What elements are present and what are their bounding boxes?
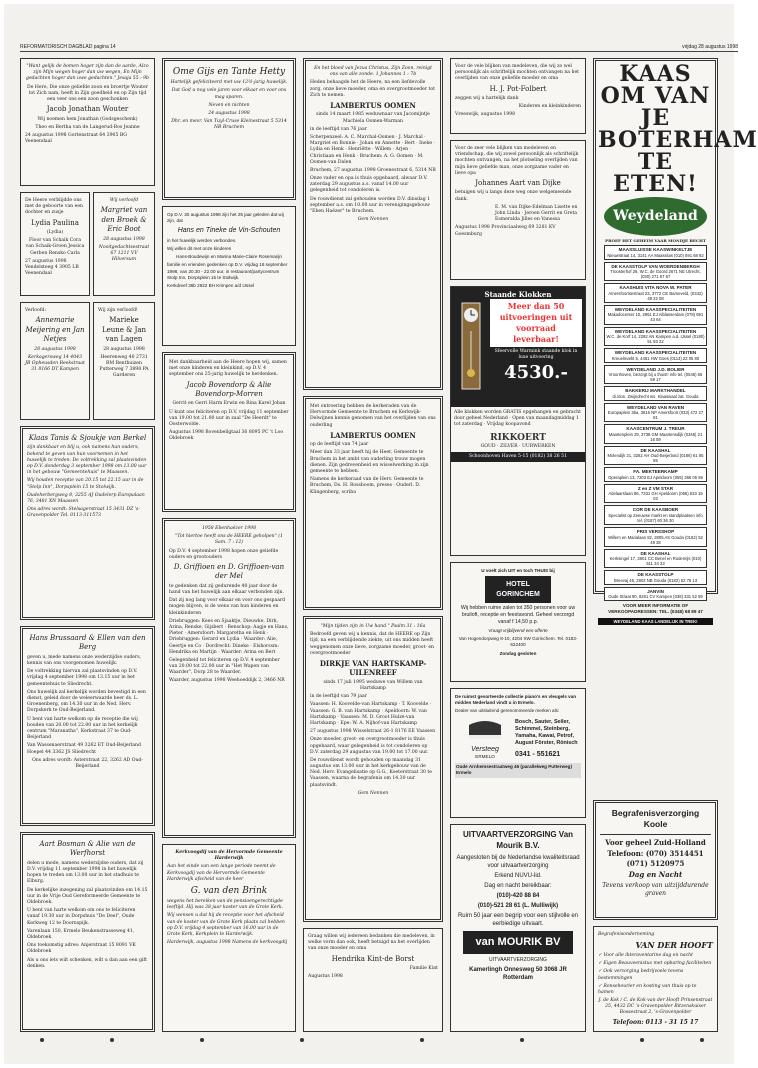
- ad-text: Hartelijk gefeliciteerd met uw 12½-jarig huwelijk.: [170, 80, 288, 86]
- ad-text: Wij houden receptie van 20.15 tot 22.15 uur in de "Stelp Inn", Dorpsplein 15 te Stolwijk.: [27, 478, 144, 490]
- ad-text: Onze moeder, groot- en overgrootmoeder is thuis opgebaard, waar gelegenheid is tot condoleren op D.V. zaterdag 29 augustus van 19.00 tot 17.00 uur.: [310, 737, 429, 755]
- rikkoert-logo: RIKKOERT: [490, 432, 546, 443]
- cheese-footer: VOOR MEER INFORMATIE OF VERKOOPADRESSEN: TEL. (0348) 68 89 47: [608, 603, 703, 615]
- wedding-ad-klaas-sjoukje: [20, 426, 155, 620]
- ad-date: Augustus 1998 Provinciaalweg 69 3281 KV Goesmburg: [455, 225, 556, 237]
- ad-addr: Oudeherbergweg 8, 3255 AJ Oudelerp Europalaan 76, 3481 XN Maassen: [27, 492, 145, 504]
- shop-item: [604, 327, 707, 347]
- ad-close: Als u ons iets wilt schenken, wilt u dan aan een gift denken.: [27, 957, 147, 969]
- registration-mark: [700, 1038, 704, 1042]
- shop-item: [604, 587, 707, 602]
- ad-addr: Dhr. en mevr. Van Tuyl-Cruse Kleinestraat 5 5314 NB Bruchem: [171, 119, 287, 131]
- shop-address: Makadocenter 10, 2951 EJ Alblasserdam (078) 691 43 64: [607, 312, 704, 323]
- ad-text: Dat God u nog vele jaren voor elkaar en voor ons mag sparen.: [171, 88, 287, 100]
- ad-text: geven u, mede namens onze wederzijdse ouders, kennis van ons voorgenomen huwelijk.: [27, 654, 142, 667]
- rikkoert-addr: Schoonhoven Haven 5-15 (0182) 38 26 51: [451, 452, 585, 462]
- hooft-name: VAN DER HOOFT: [635, 940, 713, 951]
- ad-names: Klaas Tanis & Sjoukje van Berkel: [28, 434, 147, 442]
- ad-sign: Gem Nennen: [357, 217, 389, 223]
- ad-names: Ome Gijs en Tante Hetty: [172, 67, 286, 77]
- ad-after: Ons toekomstig adres: Anjerstraat 15 8091 VK Oldebroek: [27, 943, 136, 955]
- shop-item: [604, 365, 707, 385]
- shop-address: Oude Straat 90, 8261 CV Kampen (038) 331 52 59: [608, 594, 703, 600]
- ad-sign: Harderwijk, augustus 1998 Namens de kerkvoogdij: [167, 940, 288, 946]
- shop-item: [604, 262, 707, 282]
- piano-icon: [465, 717, 505, 743]
- van-mourik-ad: [450, 824, 586, 1032]
- mourik-text2: Erkend NUVU-lid.: [494, 872, 542, 879]
- ad-sub: Wij noemen hem Jonathan (Godsgeschenk): [37, 116, 138, 122]
- registration-mark: [200, 1038, 204, 1042]
- weydeland-logo: Weydeland: [604, 197, 707, 236]
- shop-item: [604, 403, 707, 423]
- thanks-ad-van-dijke: [450, 140, 586, 280]
- shop-address: Europaplein 36a, 3616 NP Amersfoort (033) 472 27 81: [607, 410, 704, 421]
- shop-address: Kerksingel 17, 2801 CC Benel en Rodenrijs (010) 511 34 33: [609, 556, 702, 567]
- birth-ad-lydia: [20, 192, 90, 296]
- hotel-text2: Vraagt vrijblijvend een offerte: [488, 628, 548, 634]
- ad-names: Hans en Tineke de Vin-Schouten: [177, 227, 281, 235]
- shop-item: [604, 570, 707, 585]
- ad-addr: Kerkagersweg 14 4043 JB Opheusden Beekstraat 31 8166 DT Kampen: [25, 354, 85, 373]
- obituary-hartskamp: [303, 616, 443, 922]
- ad-text: Aan het einde van een lange periode neemt de Kerkvoogdij van de Hervormde Gemeente Harderwijk afscheid van de heer: [167, 864, 276, 882]
- versteeg-brands: Bosch, Sauter, Seiler, Schimmel, Steinberg, Yamaha, Kawai, Petrof, August Förster, Rönisch: [515, 718, 578, 747]
- ad-age: in de leeftijd van 79 jaar: [310, 694, 367, 700]
- ad-name: Jacob Jonathan Wouter: [46, 105, 129, 114]
- ad-text: Onze vader en opa is thuis opgebaard, alwaar D.V. zaterdag 29 augustus a.s. vanaf 14.00 uur gelegenheid tot condoleren is.: [310, 176, 428, 194]
- shop-address: Specialist op Zeeuwse markt en standplaatsen info tel. (0187) 60 36 30: [608, 512, 703, 523]
- ad-addr: Varenlaan 150, Ermelo Beukenstrasseweg 41, Oldebroek: [27, 928, 135, 940]
- ad-sign: Kinderen en kleinkinderen: [518, 104, 581, 110]
- ad-name: Hendrika Kint-de Borst: [331, 954, 415, 963]
- registration-mark: [640, 1038, 644, 1042]
- shop-name: JANVIN: [647, 588, 664, 594]
- ad-verse: "Tot hiertoe heeft ons de HEERE geholpen" (1 Sam. 7 : 12): [175, 534, 283, 546]
- hooft-item-text: Ook verzorging bedrijvoele tevens bestemmingen: [598, 969, 684, 981]
- ad-text: De Heere verblijdde ons met de geboorte van een dochter en zusje: [25, 198, 84, 216]
- page-header-right: vrijdag 28 augustus 1998: [682, 44, 738, 50]
- ad-text: Gelegenheid tot feliciteren op D.V. 4 september van 20.00 tot 22.00 uur in "Het Wapen van Waarder", Dorp 28 te Waarder.: [169, 657, 280, 676]
- clock-list: Alle klokken worden GRATIS opgehangen en gebracht door geheel Nederland · Open van maandagmiddag 1 tot zaterdag · Vrijdag koopavond: [454, 410, 581, 428]
- shop-address: Vroonhoven, bezorgt bij u thuis!! info tel. (0546) 56 59 17: [608, 372, 703, 383]
- thanks-ad-kint: [303, 928, 443, 1032]
- ad-date: Bruchem, 27 augustus 1998 Groenestraat 6, 5314 NB: [310, 167, 436, 173]
- shop-name: KAASHUIS VITA NOVA W. PATER: [619, 285, 692, 291]
- ad-sign: Gem Nennen: [357, 790, 389, 796]
- ad-text: Dat zij nog lang voor elkaar en voor ons gespaard mogen blijven, is de wens van hun kinderen en kleinkinderen: [169, 598, 286, 616]
- ad-name: Lydia Paulina: [31, 218, 79, 227]
- anniversary-ad-de-vin: [162, 206, 296, 346]
- hotel-text: Wij hebben ruime zalen tot 350 personen voor uw bruiloft, receptie en feestavond. Geheel verzorgd vanaf f 14,50 p.p.: [460, 605, 576, 626]
- ad-after: Ons adres wordt: Stelsagerstraat 15 3431 DZ 's-Gravenpolder Tel. 0113-311573: [27, 507, 140, 519]
- ad-addr: Waarder, augustus 1998 Weehoeddijk 2, 3466 NR: [169, 678, 285, 684]
- hotel-logo: HOTEL GORINCHEM: [485, 576, 551, 603]
- mourik-text: Aangesloten bij de Nederlandse kwaliteitsraad voor uitvaartverzorging: [456, 854, 580, 869]
- clock-price: 4530.-: [504, 362, 568, 383]
- ad-text: De Here, Die onze geliefde zoon en broertje Wouter tot Zich nam, heeft in Zijn goedheid en op Zijn tijd een veer ons een zoon geschonken: [27, 84, 148, 102]
- koole-title: Begrafenisverzorging Koole: [611, 808, 700, 830]
- mourik-addr: Kamerlingh Onnesweg 50 3068 JR Rotterdam: [469, 966, 567, 982]
- ad-names: Marieke Leune & Jan van Lagen: [101, 316, 147, 344]
- hooft-item-text: Eigen Beauveenistus met opbaring faciliteiten: [603, 961, 712, 967]
- ad-date: Vreeswijk, augustus 1998: [455, 112, 516, 118]
- ad-name: H. J. Pot-Folbert: [489, 84, 547, 93]
- ad-after: Ons adres wordt: Asterstraat 22, 3262 AD Oud-Beijerland: [32, 757, 143, 769]
- engagement-ad-annemarie: [20, 302, 90, 420]
- registration-mark: [420, 1038, 424, 1042]
- hooft-addr: J. de Kok / C. de Kok-van der Hooft Prinsenstraat 25, 4432 DC 's-Gravenpolder Ritzenskuiser Bossestraat 2, 's-Gravenpolder: [598, 998, 713, 1016]
- koole-text: Tevens verkoop van uitzijddurende graven: [602, 881, 709, 897]
- weydeland-cheese-ad: [593, 58, 758, 624]
- ad-names: Hans Brussaard & Ellen van den Berg: [29, 634, 146, 652]
- ad-names: Aart Bosman & Alie van de Werfhorst: [39, 840, 136, 858]
- ad-text: Ons huwelijk zal kerkelijk worden bevestigd in een dienst, geleid door de weleerwaarde heer ds. L. Groenenberg, om 14.30 uur in de Ned. Herv. Dorpskerk te Oud-Beijerland.: [27, 689, 146, 714]
- shop-item: [604, 484, 707, 504]
- engagement-ad-margriet: [93, 192, 155, 296]
- shop-address: Troosterhof 26, W.C. de Goord 2671 NE Utrecht, (030) 271 67 57: [610, 269, 701, 280]
- hooft-list-item: [598, 969, 713, 981]
- ad-text: De rouwdienst zal gehouden worden D.V. dinsdag 1 september a.s. om 10.00 uur in verenigingsgebouw "Eben Haëzer" te Bruchem.: [310, 196, 431, 214]
- ad-sub: Theo en Bertha van de Langerud-Bos Jeanne: [35, 124, 140, 130]
- shop-name: MAASSLUISSE KAASWINKELTJE: [618, 247, 693, 253]
- hotel-title: U voelt zich UIT en toch THUIS bij: [481, 568, 555, 573]
- ad-name: LAMBERTUS OOMEN: [330, 100, 416, 110]
- hooft-list-item: [598, 961, 713, 967]
- shop-name: WEYDELAND KAASSPECIALITEITEN: [614, 328, 697, 334]
- shop-address: Nieuwstraat 14, 3141 AA Maassluis (010) 591 68 92: [607, 252, 704, 258]
- ad-addr: Heerenweg 40 2731 BM Benthuizen Putterweg 7 3898 PA Garderen: [99, 354, 149, 379]
- ad-date: 27 augustus 1998 Wisselstraat 26-1 8176 EE Vaassen: [310, 729, 436, 735]
- obituary-oomen: [303, 58, 443, 390]
- cheese-footer2: WEYDELAND KAAS LANDELIJK IN TREK!: [598, 618, 713, 626]
- ad-name: Johannes Aart van Dijke: [475, 178, 561, 187]
- shop-item: [604, 505, 707, 525]
- shop-name: WEYDELAND VAN RAVEN: [626, 404, 685, 410]
- ad-addr: Kerkdreef 36b 2922 BH Krimpen a/d IJssel: [167, 282, 255, 288]
- clock-text: Sfeervolle Warmink staande klok in luxe uitvoering: [494, 348, 578, 360]
- ad-text: De kerkelijke inzegening zal plaatsvinden om 14.15 uur in de Vrije Oud Gereformeerde Gemeente te Oldebroek.: [27, 887, 148, 905]
- shop-item: [604, 467, 707, 482]
- page-header-left: REFORMATORISCH DAGBLAD pagina 14: [20, 44, 116, 50]
- shop-item: [604, 527, 707, 547]
- ad-intro: Op D.V. 30 augustus 1998 zijn het 25 jaar geleden dat wij zijn, dat: [167, 212, 284, 224]
- ad-text: te gedenken dat zij gedurende 40 jaar door de hand van het huwelijk aan elkaar verbonden zijn.: [169, 583, 284, 595]
- versteeg-piano-ad: [450, 688, 586, 818]
- cheese-headline: KAAS OM VAN JE BOTERHAM TE ETEN!: [598, 61, 758, 197]
- van-der-hooft-ad: [593, 926, 718, 1032]
- ad-names: Annemarie Meijering en Jan Netjes: [25, 316, 85, 344]
- shop-name: KAASCENTRUM J. TREUR: [626, 426, 685, 432]
- ad-nick: (Lydia): [46, 230, 64, 235]
- versteeg-text: De ruimst gesorteerde collectie piano's en vleugels van midden Nederland vindt u in Ermelo.: [455, 694, 577, 706]
- versteeg-phone: 0341 - 551621: [515, 750, 561, 758]
- check-icon: ✓: [598, 969, 604, 975]
- weydeland-tagline: PROEF HET GEHEIM VAAR MONDJE BECHT: [605, 237, 706, 243]
- wedding-ad-hans-ellen: [20, 626, 155, 826]
- ad-text: U bent van harte welkom om ons te feliciteren vanaf 19.30 uur in Dorpshuis "De Deel", Oude Kerkweg 12 te Doornspijk.: [27, 908, 136, 926]
- ad-date: Augustus 1998: [308, 974, 343, 980]
- ad-date: 28 augustus 1998: [34, 346, 76, 352]
- obituary-oomen-church: [303, 396, 443, 610]
- shop-name: DE KAASSTOLP: [637, 572, 674, 578]
- ad-date: 24 augustus 1998: [208, 110, 250, 116]
- ad-sub: sinds 17 juli 1995 weduwe van Willem van Hartskamp: [323, 679, 423, 691]
- ad-years: 1958 Ebenhaëzer 1998: [201, 526, 257, 531]
- koole-sub: Voor geheel Zuid-Holland: [605, 837, 706, 847]
- ad-addr: Nooitgedachtsestraat 67 1211 VV Hilversum: [98, 244, 150, 263]
- ad-text: De rouwdienst wordt gehouden op maandag 31 augustus om 13.00 uur in het kerkgebouw van de Ned. Herv. Evangelisatie op G.G., Koeterstraat 30 te Vaassen, waarna de begrafenis om 14.30 uur plaatsvindt.: [310, 757, 432, 788]
- ad-date: 28 augustus 1998: [103, 236, 145, 242]
- ad-date: 27 augustus 1998 Vendelsteeg 4 3905 LB Veenendaal: [25, 258, 79, 277]
- hotel-addr: Van Hogendorpweg 8-10, 4204 XW Gorinchem. Tel. 0183-622400: [458, 636, 578, 648]
- wedding-ad-aart-alie: [20, 832, 155, 1032]
- ad-text: familie en vrienden gedenken op D.V. vrijdag 18 september 1998, van 20.30 - 22.00 uur, in restaurant/partycentrum Stolp Inn, Dorpsplein 15 te Stolwijk.: [167, 262, 288, 280]
- shop-address: Operaplein 13, 7203 EJ Apeldoorn (055) 366 05 59: [608, 474, 703, 480]
- hooft-list-item: [598, 984, 713, 996]
- shop-address: Willem en Marialaan 82, 2805 AS Gouda (0182) 52 49 28: [608, 534, 703, 545]
- ad-intro: Wij zijn verloofd!: [98, 308, 138, 313]
- rikkoert-sub: GOUD · ZILVER · UURWERKEN: [480, 443, 556, 449]
- ad-age: op de leeftijd van 74 jaar: [310, 442, 369, 448]
- ad-kids: Gerrit en Gerri Harm Erwin en Rina Karel Johan: [172, 401, 286, 407]
- ad-names: Margriet van den Broek & Eric Boot: [100, 206, 148, 234]
- ad-addr: Van Wassenaerstraat 49 3262 ET Oud-Beijerland Hoepel 44 3362 JS Sliedrecht: [27, 743, 141, 755]
- check-icon: ✓: [598, 952, 604, 958]
- ad-kids: Driebruggen: Kees en Sjaaktje, Dieuwke, Dirk, Arina, Renske, Gijsbert · Benschop: Aagje en Hans, Pieter · Amersfoort: Margaretha en Henk · Driebruggen: Gerard en Lydia · Waarder: Alie, Geertje en Co · Dordrecht: Dineke · Elshorssm: Hendrika en Martijn · Waarder: Arina en Bert: [169, 618, 289, 655]
- mourik-text4: Ruim 50 jaar een begrip voor een stijlvolle en eerbiedige uitvaart.: [457, 913, 579, 928]
- shop-address: Kreuelmarkt 5, 4461 HW Goes (0113) 22 05 80: [611, 355, 700, 361]
- ad-text: Graag willen wij iedereen bedanken die medeleven, in welke vorm dan ook, heeft betuigd na het overlijden van onze moeder en oma: [308, 934, 435, 952]
- shop-item: [604, 283, 707, 303]
- shop-item: [604, 348, 707, 363]
- ad-text: betuigen wij u langs deze weg onze welgemeende dank.: [455, 190, 572, 202]
- check-icon: ✓: [598, 961, 604, 967]
- shop-address: Molendijk 21, 3262 AH Oud-Beijerland (0186) 61 65 85: [607, 453, 704, 464]
- ad-family: Vaassen: H. Koovelde-van Hartskamp · T. Koovelde · Vaassen: G. B. van Hartskamp · Apeldoorn: W. van Hartskamp · Vaassen: M. D. Groot Hulze-van Hartskamp · Epe: W. A. Nijhof-van Hartskamp: [310, 702, 432, 726]
- hooft-item-text: Ronseheurier en kosting van thuis op te hamen: [598, 983, 697, 995]
- ad-family: E. M. van Dijke-Edelman Lisette en John Linda · Jeroen Gerrit en Greta Esmeralda Jilles en Vanessa: [495, 204, 578, 223]
- registration-mark: [40, 1038, 44, 1042]
- hooft-item-text: Voor alle ikteraventarine dag en nacht: [603, 952, 693, 958]
- mourik-text3: Dag en nacht bereikbaar:: [484, 882, 552, 889]
- shop-list: [598, 245, 713, 601]
- ad-age: in de leeftijd van 76 jaar: [310, 126, 367, 132]
- koole-funeral-ad: [593, 800, 718, 920]
- shop-name: WEYDELAND KAASSPECIALITEITEN: [614, 350, 697, 356]
- ad-name: DIRKJE VAN HARTSKAMP-UILENREEF: [319, 658, 427, 678]
- shop-name: DE KAASHAL: [640, 447, 671, 453]
- ad-text: Meer dan 33 jaar heeft hij de Heer, Gemeente te Bruchem in het ambt van ouderling trouw mogen dienen. Zijn gedrevenheid en wisselwerking in zijn gemeente te hebben.: [310, 450, 429, 474]
- shop-item: [604, 245, 707, 260]
- grandfather-clock-icon: [456, 301, 486, 391]
- ad-addr: Augustus 1998 Bovenbeligtaal 36 8095 PC 't Loo Oldebroek: [169, 430, 284, 442]
- ad-verse: "Want gelijk de bomen hoger zijn dan de aarde, Alzo zijn Mijn wegen hoger dan uw wegen, En Mijn gedachten hoger dan uwe gedachten." Jesaja 55 : 9b: [26, 64, 149, 82]
- ad-verse: "Mijn tijden zijn in Uw hand." Psalm 31 : 16a: [320, 624, 426, 629]
- shop-item: [604, 424, 707, 444]
- shop-address: Maartenplein 29, 3738 GM Maartensdijk (0346) 21 16 59: [608, 431, 703, 442]
- ad-kids: Hans-Boudewijn en Marina Marie-Claire Rosemarijn: [176, 254, 282, 260]
- hooft-list: [598, 953, 713, 996]
- check-icon: ✓: [598, 983, 604, 989]
- hotel-gorinchem-ad: [450, 562, 586, 682]
- thanks-ad-pot-folbert: [450, 58, 586, 134]
- ad-name: G. van den Brink: [190, 885, 268, 896]
- shop-name: FRIS VERSSHOP: [636, 529, 675, 535]
- ad-text: Met dankbaarheid aan de Heere hopen wij, samen met onze kinderen en kleinkind, op D.V. 4 september ons 25-jarig huwelijk te herdenken.: [169, 360, 287, 378]
- ad-date: 24 augustus 1998 Gortenstraat 64 3905 BG Veenendaal: [25, 132, 127, 145]
- ad-names: Jacob Bovendorp & Alie Bovendorp-Morren: [186, 380, 272, 398]
- header-rule: [20, 51, 738, 52]
- ad-text: zijn dankbaar en blij u, ook namens hun ouders, bekend te geven van hun voornemen in het huwelijk te treden. De voltrekking zal plaatsvinden op D.V. donderdag 3 september 1998 om 13.00 uur in het gebouw "Gemeentehuis" te Maassen.: [27, 445, 147, 476]
- koole-phone: Telefoon: (070) 3514451 (071) 5120975: [607, 849, 704, 868]
- clock-advertisement: [450, 286, 586, 556]
- registration-mark: [110, 1038, 114, 1042]
- hooft-list-item: [598, 953, 713, 959]
- ad-text: Bedroefd geven wij u kennis, dat de HEERE op Zijn tijd, na een verblijdende ziekte, uit ons midden heeft weggenomen onze lieve, zorgzame moeder, groot- en overgrootmoeder: [310, 632, 435, 656]
- ad-sign: Familie Kint: [409, 966, 438, 971]
- shop-name: BAKKERIJ MARKTHANDEL: [625, 388, 686, 394]
- registration-mark: [520, 1038, 524, 1042]
- shop-item: [604, 386, 707, 401]
- shop-item: [604, 446, 707, 466]
- shop-name: FA. MEKTEERKAMP: [633, 469, 678, 475]
- anniversary-ad-gijs-hetty: [162, 58, 296, 200]
- ad-sub: Wij willen dit met onze kinderen: [167, 246, 232, 251]
- ad-text: Wij wensen u dat hij de receptie voor het afscheid van de koster van de Grote Kerk plaats zal hebben op D.V. vrijdag 4 september van 16.00 uur in de Grote Kerk, Kerkplein te Harderwijk.: [167, 913, 285, 938]
- registration-mark: [300, 1038, 304, 1042]
- hotel-open: Zondag gesloten: [499, 650, 537, 656]
- ad-text: Voor de vele blijken van medeleven, die wij zo wel persoonlijk als schriftelijk mochten ontvangen na het overlijden van onze geliefde moeder en oma: [455, 64, 580, 82]
- anniversary-ad-bovendorp: [162, 352, 296, 512]
- shop-address: di./don. Zwijndrecht wo. Klaaswaal zat. Gouda: [612, 393, 699, 399]
- engagement-ad-marieke: [93, 302, 155, 420]
- ad-family: Scherpenzeel: A. C. Marchal-Oomen · J. Marchal · Margriet en Bonnie · Johan en Annette · Bert · Ineke · Lydia en Henk · Henriëtte · Willem · Arjen · Christiaan en Henk · Bruchem: A. G. Oomen · M. Oomen-van Dalen: [310, 134, 436, 165]
- ad-sub: sinds 14 maart 1985 weduwnaar van Jacomijntje Machiela Oomen-Warman: [316, 112, 430, 124]
- ad-text: U bent van harte welkom op de receptie die wij houden van 20.00 tot 22.00 uur in het kerkelijk centrum "Maranatha", Kerkstraat 37 te Oud-Beijerland: [27, 716, 138, 741]
- shop-name: DE KAASSTOLP VAN WOERDENBERGH: [611, 263, 700, 269]
- anniversary-ad-griffioen: [162, 518, 296, 838]
- versteeg-addr: Oude Arnhemsestraatweg 46 (parallelweg Putterweg) Ermelo: [455, 763, 581, 777]
- ad-text: U kunt ons feliciteren op D.V. vrijdag 11 september van 19.00 tot 21.00 uur in zaal "De Heerdt" te Oosterwolde.: [169, 409, 289, 427]
- shop-address: Adelaarslaan 86, 7331 GH Apeldoorn (055) 533 19 03: [608, 491, 703, 502]
- ad-parents: Floor van Schaik Cora van Schaik-Groen Jessica Gerben Rensko Carla: [25, 238, 85, 256]
- ad-verse: En het bloed van Jezus Christus, Zijn Zoon, reinigt ons van alle zonde. 1 Johannes 1 : 7b: [314, 66, 432, 78]
- versteeg-name: Versteeg: [471, 745, 499, 753]
- ad-org: Kerkvoogdij van de Hervormde Gemeente Harderwijk: [175, 850, 283, 862]
- ad-intro: Verloofd:: [25, 308, 46, 313]
- ad-text: De voltrekking hiervan zal plaatsvinden op D.V. vrijdag 4 september 1998 om 13.15 uur in het gemeentehuis te Sliedrecht.: [27, 669, 138, 687]
- ad-name: LAMBERTUS OOMEN: [330, 430, 416, 440]
- ad-sign: Namens de kerkeraad van de Herv. Gemeente te Bruchem, Ds. H. Rossboom, preses · Ouderl. D. Klingenberg, scriba: [310, 477, 424, 495]
- shop-item: [604, 549, 707, 569]
- birth-ad-jonathan: [20, 58, 155, 186]
- ad-text: Op D.V. 4 september 1998 hopen onze geliefde ouders en grootouders: [169, 548, 279, 560]
- mourik-phone2: (010)-521 28 61 (L. Mulliwijk): [477, 903, 559, 910]
- mourik-phone1: (010)-420 88 84: [496, 892, 540, 899]
- versteeg-text2: Dealer van uitsluitend gerenommeerde merken als:: [455, 708, 560, 714]
- ad-text: Heden behaagde het de Heere, na een liefdevolle zorg, onze lieve moeder, oma en overgrootmoeder tot Zich te nemen.: [310, 80, 435, 98]
- ad-text: wegens het bereiken van de pensioengerechtigde leeftijd. Hij was 38 jaar koster van de Grote Kerk.: [167, 899, 284, 911]
- ad-intro: Wij verloofd: [109, 198, 139, 203]
- ad-names: D. Griffioen en D. Griffioen-van der Mel: [173, 562, 285, 581]
- shop-address: Amersfoortsestraat 23, 3772 CE Barneveld, (0342) 49 22 08: [608, 290, 703, 301]
- ad-sub: in het huwelijk werden verbonden.: [167, 237, 237, 243]
- shop-name: COR DE KAASBOER: [632, 507, 679, 513]
- shop-name: WEYDELAND KAASSPECIALITEITEN: [614, 306, 697, 312]
- versteeg-sub: ERMELO: [475, 754, 495, 760]
- hooft-phone: Telefoon: 0113 - 31 15 17: [612, 1018, 699, 1026]
- ad-text: Met ontroering hebben de kerkeraden van de Hervormde Gemeente te Bruchem en Kerkwijk-Delwijnen kennis genomen van het overlijden van ons ouderling: [310, 404, 436, 428]
- clock-subtitle: Meer dan 50 uitvoeringen uit voorraad leverbaar!: [490, 299, 582, 346]
- koole-night: Dag en Nacht: [628, 870, 683, 880]
- ad-text: Voor de zeer vele blijken van medeleven en vriendschap, die wij zowel persoonlijk als schriftelijk mochten ontvangen, na het plotseling overlijden van mijn lieve geliefde man, onze zorgzame vader en lieve opa: [455, 146, 579, 176]
- mourik-title: UITVAARTVERZORGING Van Mourik B.V.: [462, 830, 574, 850]
- mourik-logo: van MOURIK BV: [463, 931, 573, 954]
- shop-item: [604, 305, 707, 325]
- ad-date: 28 augustus 1998: [103, 346, 145, 352]
- ad-text: zeggen wij u hartelijk dank: [455, 96, 519, 101]
- clock-title: Staande Klokken: [484, 290, 552, 299]
- mourik-logo-sub: UITVAARTVERZORGING: [489, 957, 547, 964]
- hooft-label: Begrafenisonderneming: [598, 932, 655, 937]
- shop-name: WEYDELAND J.D. BOLIER: [626, 366, 685, 372]
- shop-name: Z en Z VM STAR: [637, 485, 674, 491]
- shop-name: DE KAASHAL: [640, 550, 671, 556]
- farewell-ad-van-den-brink: [162, 844, 296, 1032]
- ad-text: delen u mede, namens wederzijdse ouders, dat zij D.V. vrijdag 11 september 1998 in het huwelijk hopen te treden om 13.00 uur in het stadhuis te Elburg.: [27, 860, 144, 885]
- shop-address: Breevaj 45, 2802 NB Gouda (0182) 52 76 13: [613, 577, 698, 583]
- shop-address: W.C. de Korf 14, 2292 AN Kampen a.d. IJssel (0180) 51 93 22: [606, 334, 705, 345]
- ad-sign: Neven en nichten: [208, 102, 250, 108]
